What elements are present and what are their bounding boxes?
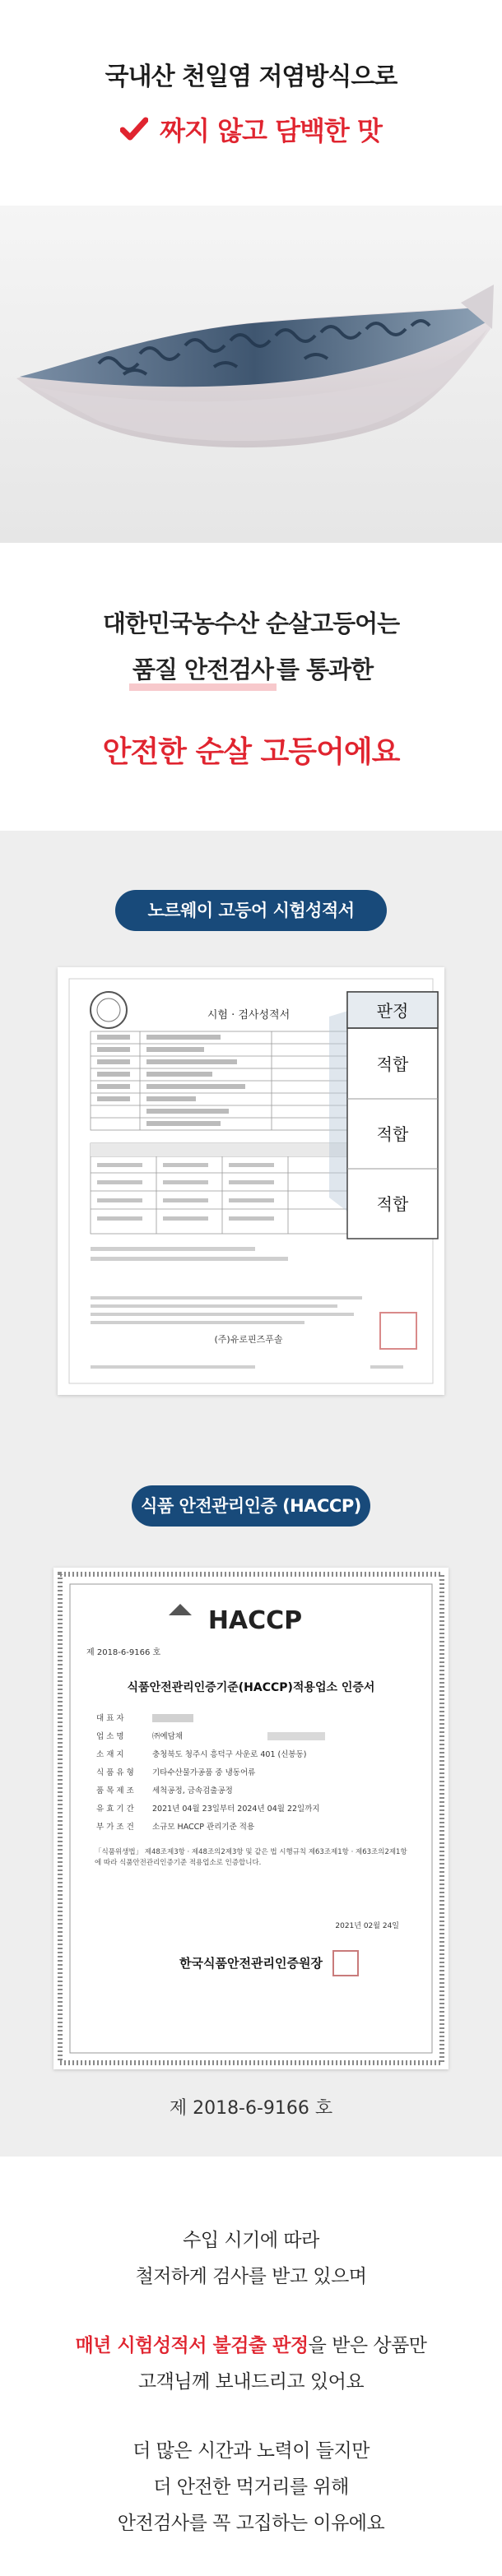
intro-emphasis: 안전한 순살 고등어에요 xyxy=(102,735,400,769)
haccp-doc-title: 식품안전관리인증기준(HACCP)적용업소 인증서 xyxy=(127,1681,375,1694)
closing-line-3 xyxy=(0,2328,502,2364)
callout-header: 판정 xyxy=(376,1001,409,1021)
closing-line-6: 더 안전한 먹거리를 위해 xyxy=(153,2476,349,2498)
test-report-document xyxy=(58,967,444,1395)
certificates-section xyxy=(0,831,502,2157)
field-label-7: 부 가 조 건 xyxy=(96,1823,134,1832)
field-label-6: 유 효 기 간 xyxy=(96,1805,134,1814)
underlined-highlight: 품질 안전검사 xyxy=(129,656,277,691)
field-value-4: 기타수산물가공품 중 냉동어류 xyxy=(152,1768,256,1777)
haccp-pill: 식품 안전관리인증 (HACCP) xyxy=(132,1485,370,1527)
field-value-5: 세척공정, 금속검출공정 xyxy=(152,1786,233,1795)
blurred-field xyxy=(152,1714,193,1722)
field-value-6: 2021년 04월 23일부터 2024년 04월 22일까지 xyxy=(152,1805,320,1814)
callout-result-1: 적합 xyxy=(376,1054,409,1074)
haccp-authority: 한국식품안전관리인증원장 xyxy=(179,1956,323,1971)
closing-line-4: 고객님께 보내드리고 있어요 xyxy=(137,2371,365,2393)
intro-line-1: 대한민국농수산 순살고등어는 xyxy=(102,609,400,637)
test-report-pill: 노르웨이 고등어 시험성적서 xyxy=(115,890,387,931)
closing-section xyxy=(0,2157,502,2541)
callout-result-3: 적합 xyxy=(376,1194,409,1214)
closing-line-1: 수입 시기에 따라 xyxy=(183,2230,319,2251)
closing-line-2: 철저하게 검사를 받고 있으며 xyxy=(135,2266,367,2287)
haccp-body-text: 「식품위생법」 제48조제3항 · 제48조의2제3항 및 같은 법 시행규칙 제63조제1항 · 제63조의2제1항에 따라 식품안전관리인증기준 적용업소로 인증합니다. xyxy=(95,1848,407,1867)
field-label-1: 대 표 자 xyxy=(96,1714,124,1723)
intro-section xyxy=(0,543,502,831)
red-emphasis: 매년 시험성적서 불검출 판정 xyxy=(75,2335,309,2356)
hero-headline: 국내산 천일염 저염방식으로 xyxy=(105,63,397,91)
hero-subheadline-text: 짜지 않고 담백한 맛 xyxy=(160,115,382,146)
field-label-3: 소 재 지 xyxy=(96,1750,124,1759)
haccp-certificate xyxy=(53,1568,449,2069)
haccp-doc-number: 제 2018-6-9166 호 xyxy=(86,1648,161,1657)
mackerel-photo xyxy=(0,206,502,543)
haccp-certificate-image xyxy=(53,1568,449,2069)
closing-line-5: 더 많은 시간과 노력이 들지만 xyxy=(132,2440,370,2462)
field-label-4: 식 품 유 형 xyxy=(96,1768,134,1777)
hero-section xyxy=(0,0,502,206)
field-value-2: ㈜예담채 xyxy=(152,1732,184,1741)
doc-title: 시험 · 검사성적서 xyxy=(207,1009,291,1022)
haccp-logo: HACCP xyxy=(207,1606,303,1635)
closing-line-3-rest: 을 받은 상품만 xyxy=(308,2335,427,2356)
intro-line-2 xyxy=(0,646,502,693)
callout-result-2: 적합 xyxy=(376,1124,409,1144)
test-report-image xyxy=(58,967,444,1395)
field-label-2: 업 소 명 xyxy=(96,1732,124,1741)
issuer-name: (주)유로핀즈푸솔 xyxy=(214,1334,283,1345)
haccp-date: 2021년 02월 24일 xyxy=(335,1922,399,1930)
intro-line-2-rest: 를 통과한 xyxy=(277,656,374,683)
field-label-5: 품 목 제 조 xyxy=(96,1786,134,1795)
mackerel-fillet-image xyxy=(0,206,502,543)
haccp-caption: 제 2018-6-9166 호 xyxy=(169,2098,333,2119)
hero-subheadline xyxy=(120,110,382,148)
closing-line-7: 안전검사를 꼭 고집하는 이유에요 xyxy=(117,2513,385,2534)
field-value-3: 충청북도 청주시 흥덕구 사운로 401 (신봉동) xyxy=(152,1750,307,1759)
check-icon xyxy=(120,117,148,141)
field-value-7: 소규모 HACCP 관리기준 적용 xyxy=(152,1823,255,1832)
